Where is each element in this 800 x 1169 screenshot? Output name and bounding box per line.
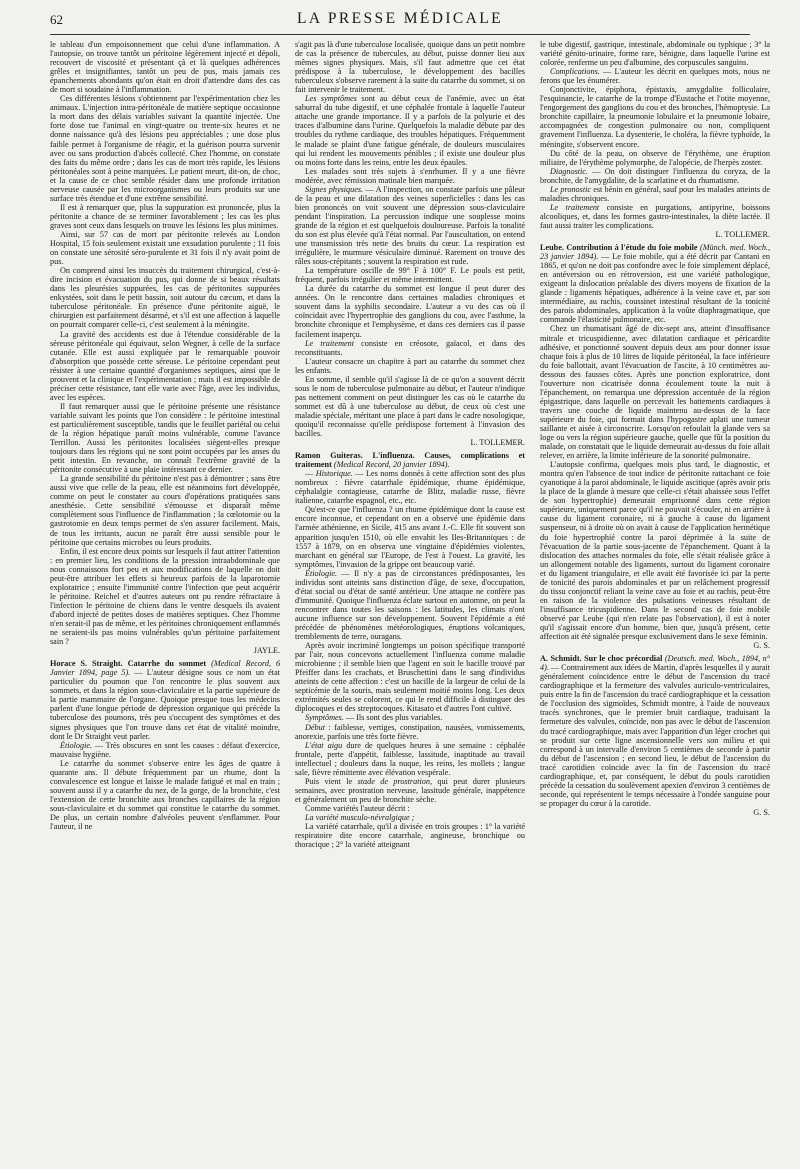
- paragraph-text: qui peut durer plusieurs semaines, avec prostration nerveuse, lassitude générale, inappétence et généralement un peu de bronchite sèche.: [295, 776, 525, 804]
- author-signature: L. TOLLEMER.: [470, 438, 525, 448]
- section-label: L'état aigu: [305, 740, 343, 750]
- section-label: Le traitement: [550, 202, 600, 212]
- article-author: A. Schmidt.: [540, 654, 582, 664]
- paragraph: Chez un rhumatisant âgé de dix-sept ans, atteint d'insuffisance mitrale et tricuspidienne, avec dilatation cardiaque et péricardite adhésive, et ponctionné souvent depuis deux ans pour donner issue chaque fois à plus de 10 litres de liquide péritonéal, la face inférieure du foie ballottait, avant l'évacuation de l'ascite, à 10 centimètres au-dessous des fausses côtes. Après une ponction exploratrice, dont l'ouverture non cicatrisée donna écoulement toute la nuit à l'épanchement, on remarqua une dépression accentuée de la région épigastrique, dans laquelle on percevait les battements cardiaques à travers une couche de liquide maintenu au-dessus de la face supérieure du foie, qui formait dans l'hypogastre aplati une tumeur saillante et aisée à circonscrire. Lorsqu'on refoulait la glande vers sa loge ou vers la région supérieure gauche, quelle que fût la position du malade, on constatait que le liquide demeurait au-dessus du foie allait relever, en arrière, la limite inférieure de la sonorité pulmonaire.: [540, 324, 770, 461]
- article-title: Contribution à l'étude du foie mobile: [566, 243, 698, 253]
- paragraph: Le catarrhe du sommet s'observe entre les âges de quatre à quarante ans. Il débute fréquemment par un rhume, dont la convalescence est longue et laisse le malade fatigué et mal en train ; souvent aussi il y a catarrhe du nez, de la gorge, de la bronchite, c'est l'extension de cette bronchite aux bronches capillaires de la région sous-claviculaire et du sommet qui constitue le catarrhe du sommet. De plus, un certain nombre d'alvéoles peuvent s'enflammer. Pour l'auteur, il ne: [50, 758, 280, 832]
- paragraph-text: : faiblesse, vertiges, constipation, nausées, vomissements, anorexie, parfois une très forte fièvre.: [295, 722, 525, 741]
- paragraph-text: A l'inspection, on constate parfois une pâleur de la peau et une dilatation des veines superficielles : dans les cas bien prononcés on voit souvent une dépression sous-claviculaire pendant l'inspiration. La percussion indique une souplesse moins grande de la région et est quelquefois douloureuse. Parfois la tonalité du son est plus élevée qu'à l'état normal. Par l'auscultation, on entend une transmission très nette des bruits du cœur. La respiration est irrégulière, le murmure vésiculaire diminué. Rarement on trouve des râles sous-crépitants ; souvent la respiration est rude.: [295, 184, 525, 267]
- paragraph: le tube digestif, gastrique, intestinale, abdominale ou typhique ; 3° la variété génito-urinaire, forme rare, bénigne, dans laquelle l'urine est colorée, renferme un peu d'albumine, des corpuscules sanguins.: [540, 40, 770, 68]
- paragraph: Il est à remarquer que, plus la suppuration est prononcée, plus la péritonite a chance de se terminer favorablement ; les cas les plus graves sont ceux dans lesquels on trouve les lésions les plus minimes.: [50, 202, 280, 230]
- paragraph: [295, 723, 525, 741]
- section-label: stade de prostration,: [357, 776, 432, 786]
- paragraph: [295, 777, 525, 804]
- column-right: [540, 40, 770, 1162]
- paragraph-text: Puis vient le: [305, 776, 353, 786]
- section-label: Étiologie.: [305, 568, 338, 578]
- paragraph-text: est bénin en général, sauf pour les malades atteints de maladies chroniques.: [540, 184, 770, 203]
- article-heading: [540, 654, 770, 808]
- article-heading: [295, 451, 525, 469]
- paragraph-text: sont au début ceux de l'anémie, avec un état saburral du tube digestif, et une céphalée frontale à laquelle l'auteur attache une grande importance. Il y a parfois de la polyurie et des traces d'albumine dans l'urine. Quelquefois la maladie débute par des troubles du rythme cardiaque, des troubles hépatiques. Fréquemment le malade se plaint d'une fatigue générale, de douleurs musculaires qui lui rendent les mouvements pénibles ; il existe une douleur plus ou moins forte dans les reins, entre les deux épaules.: [295, 94, 525, 167]
- author-signature: G. S.: [753, 641, 770, 651]
- paragraph: [540, 185, 770, 203]
- section-label: Le traitement: [305, 338, 354, 348]
- section-label: Le pronostic: [550, 184, 592, 194]
- article-source: (Medical Record, 20 janvier 1894).: [333, 460, 450, 470]
- paragraph-text: — Contrairement aux idées de Martin, d'après lesquelles il y aurait généralement coïncidence entre le début de l'ascension du tracé cardiographique et la fermeture des valvules auriculo-ventriculaires, puis entre la fin de l'ascension du tracé cardiographique et la cessation de l'occlusion des sigmoïdes, Schmidt montre, à l'aide de nouveaux tracés synchrones, que le premier bruit cardiaque, traduisant la fermeture des valvules, coïncide, non pas avec le début de l'ascension du tracé cardiographique, mais avec l'apparition d'un léger crochet qui se produit sur cette ligne ascensionnelle vers son milieu et qui correspond à un intervalle d'environ 5 centièmes de seconde à partir du début de l'ascension ; en second lieu, le début de l'ascension du tracé carotidien coïncide avec la fin de l'ascension du tracé cardiographique, et, par conséquent, le début du pouls carotidien précède la cessation du soulèvement apexien d'environ 3 centièmes de seconde, qui représentent le temps nécessaire à l'ondée sanguine pour se propager du cœur à la carotide.: [540, 663, 770, 808]
- paragraph: La variété catarrhale, qu'il a divisée en trois groupes : 1° la variété respiratoire dite encore catarrhale, angineuse, bronchique ou thoracique ; 2° la variété atteignant: [295, 822, 525, 850]
- paragraph: — Historique. — Les noms donnés à cette affection sont des plus nombreux : fièvre catarrhale épidémique, rhume épidémique, céphalalgie contagieuse, catarrhe de Blitz, maladie russe, fièvre italienne, catarrhe espagnol, etc., etc.: [295, 469, 525, 506]
- paragraph: — L'auteur désigne sous ce nom un état particulier du poumon que l'on rencontre le plus souvent aux sommets, et dans la région sous-claviculaire et la partie supérieure de la partie mammaire de l'organe. Quoique presque tous les médecins parlent d'une longue période de dépression organique qui précède la tuberculose des poumons, très peu s'occupent des symptômes et des signes physiques que l'on trouve dans cet état de vitalité moindre, dont le Dr Straight veut parler.: [50, 668, 280, 741]
- paragraph: Ainsi, sur 57 cas de mort par péritonite relevés au London Hospital, 15 fois seulement existait une exsudation purulente ; 11 fois on constate une sérosité séro-purulente et 31 fois il n'y avait point de pus.: [50, 229, 280, 267]
- paragraph: Conjonctivite, épiphora, épistaxis, amygdalite folliculaire, l'esquinancie, le catarrhe de la trompe d'Eustache et l'otite moyenne, l'engorgement des ganglions du cou et des bronches, l'hémoptysie. La bronchite capillaire, la pneumonie lobulaire et la pneumonie lobaire, accompagnées de congestion pulmonaire ou non, compliquent gravement l'influenza. La dysenterie, le choléra, la fièvre typhoïde, la méningite, s'observent encore.: [540, 85, 770, 149]
- paragraph-text: Il n'y a pas de circonstances prédisposantes, les individus sont atteints sans distinction d'âge, de sexe, d'occupation, d'état social ou d'état de santé antérieur. Une attaque ne confère pas d'immunité. Quoique l'influenza éclate surtout en automne, on peut la rencontrer dans toutes les saisons : les latitudes, les climats n'ont aucune influence sur son développement. Souvent l'épidémie a été précédée de phénomènes météorologiques, éruptions volcaniques, tremblements de terre, ouragans.: [295, 568, 525, 642]
- paragraph: Comme variétés l'auteur décrit :: [305, 803, 410, 813]
- page-header: [50, 8, 750, 35]
- journal-title: LA PRESSE MÉDICALE: [297, 10, 503, 27]
- paragraph: Les malades sont très sujets à s'enrhumer. Il y a une fièvre modérée, avec rémission matinale bien marquée.: [295, 166, 525, 185]
- paragraph: Qu'est-ce que l'influenza ? un rhume épidémique dont la cause est encore inconnue, et cependant on en a observé une épidémie dans l'armée athénienne, en Sicile, 415 ans avant J.-C. Elle fit souvent son apparition jusqu'en 1510, où elle envahit les Iles-Britanniques : de 1557 à 1879, on en observa une vingtaine d'épidémies violentes, marchant en général sur l'Europe, de l'est à l'ouest. La gravité, les symptômes, l'invasion de la grippe ont beaucoup varié.: [295, 505, 525, 569]
- article-title: Sur le choc précordial: [584, 654, 663, 664]
- paragraph: L'auteur consacre un chapitre à part au catarrhe du sommet chez les enfants.: [295, 356, 525, 375]
- paragraph-text: Très obscures en sont les causes : défaut d'exercice, mauvaise hygiène.: [50, 740, 280, 759]
- section-label: Les symptômes: [305, 94, 357, 104]
- article-author: Leube.: [540, 243, 564, 253]
- column-left: [50, 40, 280, 1162]
- paragraph: Ces différentes lésions s'obtiennent par l'expérimentation chez les animaux. L'injection intra-péritonéale de matière septique occasionne la mort dans des délais variables suivant la quantité injectée. Une forte dose tue l'animal en vingt-quatre ou trente-six heures et ne donne naissance qu'à des lésions peu appréciables ; une dose plus faible permet à l'organisme de réagir, et la guérison pourra survenir avec ou sans production d'abcès collecté. Chez l'homme, on constate des faits du même ordre ; dans les cas de mort très rapide, les lésions péritonéales sont à peine marquées. Le patient meurt, dit-on, de choc, et la cause de ce choc semble résider dans une profonde irritation nerveuse causée par les microorganismes ou leurs produits sur une surface très étendue et d'une extrême sensibilité.: [50, 94, 280, 203]
- section-label: Début: [305, 722, 326, 732]
- paragraph: s'agit pas là d'une tuberculose localisée, quoique dans un petit nombre de cas la présence de tubercules, au début, puisse donner lieu aux mêmes signes physiques. Mais, s'il faut admettre que cet état prédispose à la tuberculose, le développement des bacilles tuberculeux s'observe rarement à la suite du catarrhe du sommet, si on fait intervenir le traitement.: [295, 40, 525, 95]
- paragraph: L'autopsie confirma, quelques mois plus tard, le diagnostic, et montra qu'en l'absence de tout indice de péritonite rattachant ce foie cyanotique à la paroi abdominale, le liquide ascitique (après avoir pris la place de la glande à mesure que celle-ci s'était abaissée sous l'effet de son hypertrophie) demeurait emprisonné dans cette région supérieure, uniquement parce qu'il ne pouvait s'écouler, ni en arrière à cause du ligament coronaire, ni à gauche à cause du ligament suspenseur, ni à droite où on avait à cause de l'application hermétique du foie hypertrophié contre la paroi dépriméе à la suite de l'évacuation de la partie sous-jacente de l'épanchement. Quant à la dislocation des attaches normales du foie, elle s'était réalisée grâce à un allongement notable des ligaments, surtout du ligament coronaire et du ligament triangulaire, et elle avait été favorisée ici par la perte de tonicité des parois abdominales et par un relâchement progressif du tissu conjonctif reliant la veine cave au foie et au rachis, peut-être en raison de la violence des pulsations veineuses résultant de l'insuffisance tricuspidienne. Dans le second cas de foie mobile observé par Leube (qui n'en relate pas l'observation), il est à noter qu'il s'agissait encore d'un homme, bien que, jusqu'à présent, cette affection ait été signalée presque exclusivement dans le sexe féminin.: [540, 460, 770, 642]
- paragraph: Signes physiques. — A l'inspection, on constate parfois une pâleur de la peau et une dilatation des veines superficielles : dans les cas bien prononcés on voit souvent une dépression sous-claviculaire pendant l'inspiration. La percussion indique une souplesse moins grande de la région et est quelquefois douloureuse. Parfois la tonalité du son est plus élevée qu'à l'état normal. Par l'auscultation, on entend une transmission très nette des bruits du cœur. La respiration est irrégulière, le murmure vésiculaire diminué. Rarement on trouve des râles sous-crépitants ; souvent la respiration est rude.: [295, 184, 525, 267]
- paragraph: [540, 67, 770, 85]
- paragraph: [540, 203, 770, 230]
- paragraph: Il faut remarquer aussi que le péritoine présente une résistance variable suivant les points que l'on considère : le péritoine intestinal est particulièrement susceptible, tandis que le feuillet pariétal ou celui de la région hépatique paraît moins vulnérable, comme l'avance Terrillon. Aussi les péritonites localisées siègent-elles presque toujours dans les régions qui ne sont point occupées par les anses du petit intestin. En revanche, on connaît l'extrême gravité de la péritonite consécutive à une plaie intéressant ce dernier.: [50, 401, 280, 475]
- section-label: Diagnostic.: [550, 166, 588, 176]
- paragraph: Symptômes. — Ils sont des plus variables.: [305, 713, 443, 723]
- paragraph: Étiologie. — Très obscures en sont les causes : défaut d'exercice, mauvaise hygiène.: [50, 740, 280, 759]
- author-signature: G. S.: [753, 807, 770, 817]
- section-label: Symptômes.: [305, 713, 344, 723]
- article-heading: [50, 659, 280, 740]
- paragraph: La grande sensibilité du péritoine n'est pas à démontrer ; sans être aussi vive que celle de la peau, elle est néanmoins fort développée, comme on peut le constater au cours d'opérations pratiquées sans anesthésie. Cette sensibilité s'émousse et disparaît même complètement sous l'influence de l'inflammation ; la cœlotomie ou la gastrotomie en deux temps permet de s'en assurer facilement. Mais, de tous les irritants, aucun ne paraît être aussi sensible pour le péritoine que certains microbes ou leurs produits.: [50, 474, 280, 547]
- article-author: Ramon Guiteras.: [295, 451, 363, 461]
- paragraph: [295, 339, 525, 357]
- article-title: L'influenza. Causes, complications et traitement: [295, 451, 525, 470]
- section-label: Étiologie.: [60, 740, 93, 750]
- paragraph: La gravité des accidents est due à l'étendue considérable de la séreuse péritonéale qui équivaut, selon Wegner, à celle de la surface cutanée. Elle est aussi expliquée par le remarquable pouvoir d'absorption que possède cette séreuse. Le péritoine cependant peut résister à une certaine quantité d'organismes septiques, ainsi que le prouvent et la clinique et l'expérimentation ; mais il est impossible de préciser cette résistance, tant elle varie avec l'âge, avec les individus, avec les espèces.: [50, 329, 280, 402]
- paragraph-text: — Le foie mobile, qui a été décrit par Cantani en 1865, et qu'on ne doit pas confondre avec le foie simplement déplacé, en antéversion ou en rétroversion, est une variété pathologique, exigeant la dislocation préalable des divers moyens de fixation de la glande : ligaments hépatiques, adhérence à la veine cave et, par son intermédiaire, au rachis, coussinet intestinal résultant de la tonicité des parois abdominales, application à la voûte diaphragmatique, que commande l'élasticité pulmonaire, etc.: [540, 252, 770, 325]
- section-label: Historique.: [315, 469, 353, 479]
- section-label: Signes physiques.: [305, 184, 364, 194]
- paragraph: Après avoir incriminé longtemps un poison spécifique transporté par l'air, nous concevons actuellement l'influenza comme maladie microbienne ; il semble bien que l'agent en soit le bacille trouvé par Pfeiffer dans les crachats, et Bruschettini dans le sang d'individus atteints de cette affection : c'est un bacille de la largeur de celui de la septicémie de la souris, mais seulement moitié moins long. Les deux extrémités seules se colorent, ce qui le rend difficile à distinguer des diplocoques et des streptocoques. Kitasato et d'autres l'ont cultivé.: [295, 641, 525, 714]
- paragraph: Enfin, il est encore deux points sur lesquels il faut attirer l'attention : en premier lieu, les conditions de la pression intraabdominale que nous connaissons fort peu et aux modifications de laquelle on doit peut-être attribuer les effets si heureux parfois de la laparotomie exploratrice ; ensuite l'immunité contre l'infection que peut acquérir le péritoine. Reichel et d'autres auteurs ont pu rendre réfractaire à l'infection le péritoine de chiens dans le ventre desquels ils avaient d'abord injecté de petites doses de matières septiques. Chez l'homme n'en serait-il pas de même, et les péritoines chroniquement enflammés ne seraient-ils pas moins vulnérables qu'un péritoine parfaitement sain ?: [50, 546, 280, 647]
- paragraph: En somme, il semble qu'il s'agisse là de ce qu'on a souvent décrit sous le nom de tuberculose pulmonaire au début, et l'auteur n'indique pas nettement comment on peut distinguer les cas où le catarrhe du sommet est dû à une tuberculose au début, de ceux où c'est une maladie spéciale, méritant une place à part dans le cadre nosologique, quoiqu'il reconnaisse qu'elle prédispose fortement à l'invasion des bacilles.: [295, 374, 525, 439]
- article-author: Horace S. Straight.: [50, 659, 123, 669]
- page-number: 62: [50, 12, 63, 27]
- paragraph-text: Ils sont des plus variables.: [356, 713, 443, 723]
- paragraph: [295, 741, 525, 777]
- paragraph-text: Les noms donnés à cette affection sont des plus nombreux : fièvre catarrhale épidémique, rhume épidémique, céphalalgie contagieuse, catarrhe de Blitz, maladie russe, fièvre italienne, catarrhe espagnol, etc., etc.: [295, 469, 525, 506]
- paragraph-text: consiste en créosote, gaïacol, et dans des reconstituants.: [295, 338, 525, 357]
- paragraph: On comprend ainsi les insuccès du traitement chirurgical, c'est-à-dire incision et évacuation du pus, qui donne de si beaux résultats dans les pleurésies suppurées, les cas de péritonites suppurées enkystées, soit dans le petit bassin, soit autour du cæcum, et dans la tuberculose péritonéale. En présence d'une péritonite aiguë, le chirurgien est parfaitement désarmé, et s'il est une affection à laquelle on pourrait comparer celle-ci, c'est seulement à la méningite.: [50, 266, 280, 330]
- paragraph-text: dure de quelques heures à une semaine : céphalée frontale, perte d'appétit, faiblesse, lassitude, inaptitude au travail intellectuel ; douleurs dans la nuque, les reins, les mollets ; langue sale, fièvre rémittente avec élévation vespérale.: [295, 740, 525, 777]
- article-source: (Medical Record, 6 Janvier 1894, page 5).: [50, 659, 280, 678]
- article-columns: [50, 40, 770, 1162]
- paragraph-text: — On doit distinguer l'influenza du coryza, de la bronchite, de l'amygdalite, de la scarlatine et du rhumatisme.: [540, 166, 770, 185]
- paragraph: le tableau d'un empoisonnement que celui d'une inflammation. A l'autopsie, on trouve tantôt un péritoine légèrement injecté et dépoli, recouvert de viscosité et présentant çà et là quelques adhérences grêles et insignifiantes, tantôt un peu de pus, mais jamais ces épanchements abondants qu'on était en droit d'attendre dans des cas de mort si soudaine à l'inflammation.: [50, 40, 280, 95]
- paragraph-text: consiste en purgations, antipyrine, boissons alcooliques, et, dans les formes gastro-intestinales, la diète lactée. Il faut aussi traiter les complications.: [540, 202, 770, 230]
- article-source: (Deutsch. med. Woch., 1894, n° 4).: [540, 654, 770, 673]
- paragraph: La variété musculo-névralgique ;: [305, 812, 415, 822]
- paragraph: [540, 167, 770, 185]
- article-heading: [540, 243, 770, 324]
- paragraph: La température oscille de 99° F à 100° F. Le pouls est petit, fréquent, parfois irrégulier et même intermittent.: [295, 266, 525, 285]
- paragraph-text: — L'auteur les décrit en quelques mots, nous ne ferons que les énumérer.: [540, 67, 770, 86]
- paragraph: Étiologie. — Il n'y a pas de circonstances prédisposantes, les individus sont atteints sans distinction d'âge, de sexe, d'occupation, d'état social ou d'état de santé antérieur. Une attaque ne confère pas d'immunité. Quoique l'influenza éclate surtout en automne, on peut la rencontrer dans toutes les saisons : les latitudes, les climats n'ont aucune influence sur son développement. Souvent l'épidémie a été précédée de phénomènes météorologiques, éruptions volcaniques, tremblements de terre, ouragans.: [295, 568, 525, 642]
- paragraph: [295, 94, 525, 166]
- article-source: (Münch. med. Woch., 23 janvier 1894).: [540, 243, 770, 262]
- author-signature: JAYLE.: [253, 646, 280, 656]
- paragraph: Du côté de la peau, on observe de l'érythème, une éruption miliaire, de l'érythème polymorphe, de l'alopécie, de l'herpès zoster.: [540, 148, 770, 167]
- author-signature: L. TOLLEMER.: [715, 229, 770, 239]
- paragraph: La durée du catarrhe du sommet est longue il peut durer des années. On le rencontre dans certaines maladies chroniques et souvent dans la syphilis secondaire. L'auteur a vu des cas où il coïncidait avec l'hypertrophie des ganglions du cou, avec l'asthme, la bronchite chronique et l'emphysème, et dans ces derniers cas il passe facilement inaperçu.: [295, 284, 525, 339]
- column-middle: [295, 40, 525, 1162]
- article-title: Catarrhe du sommet: [127, 659, 207, 669]
- section-label: Complications.: [550, 67, 600, 77]
